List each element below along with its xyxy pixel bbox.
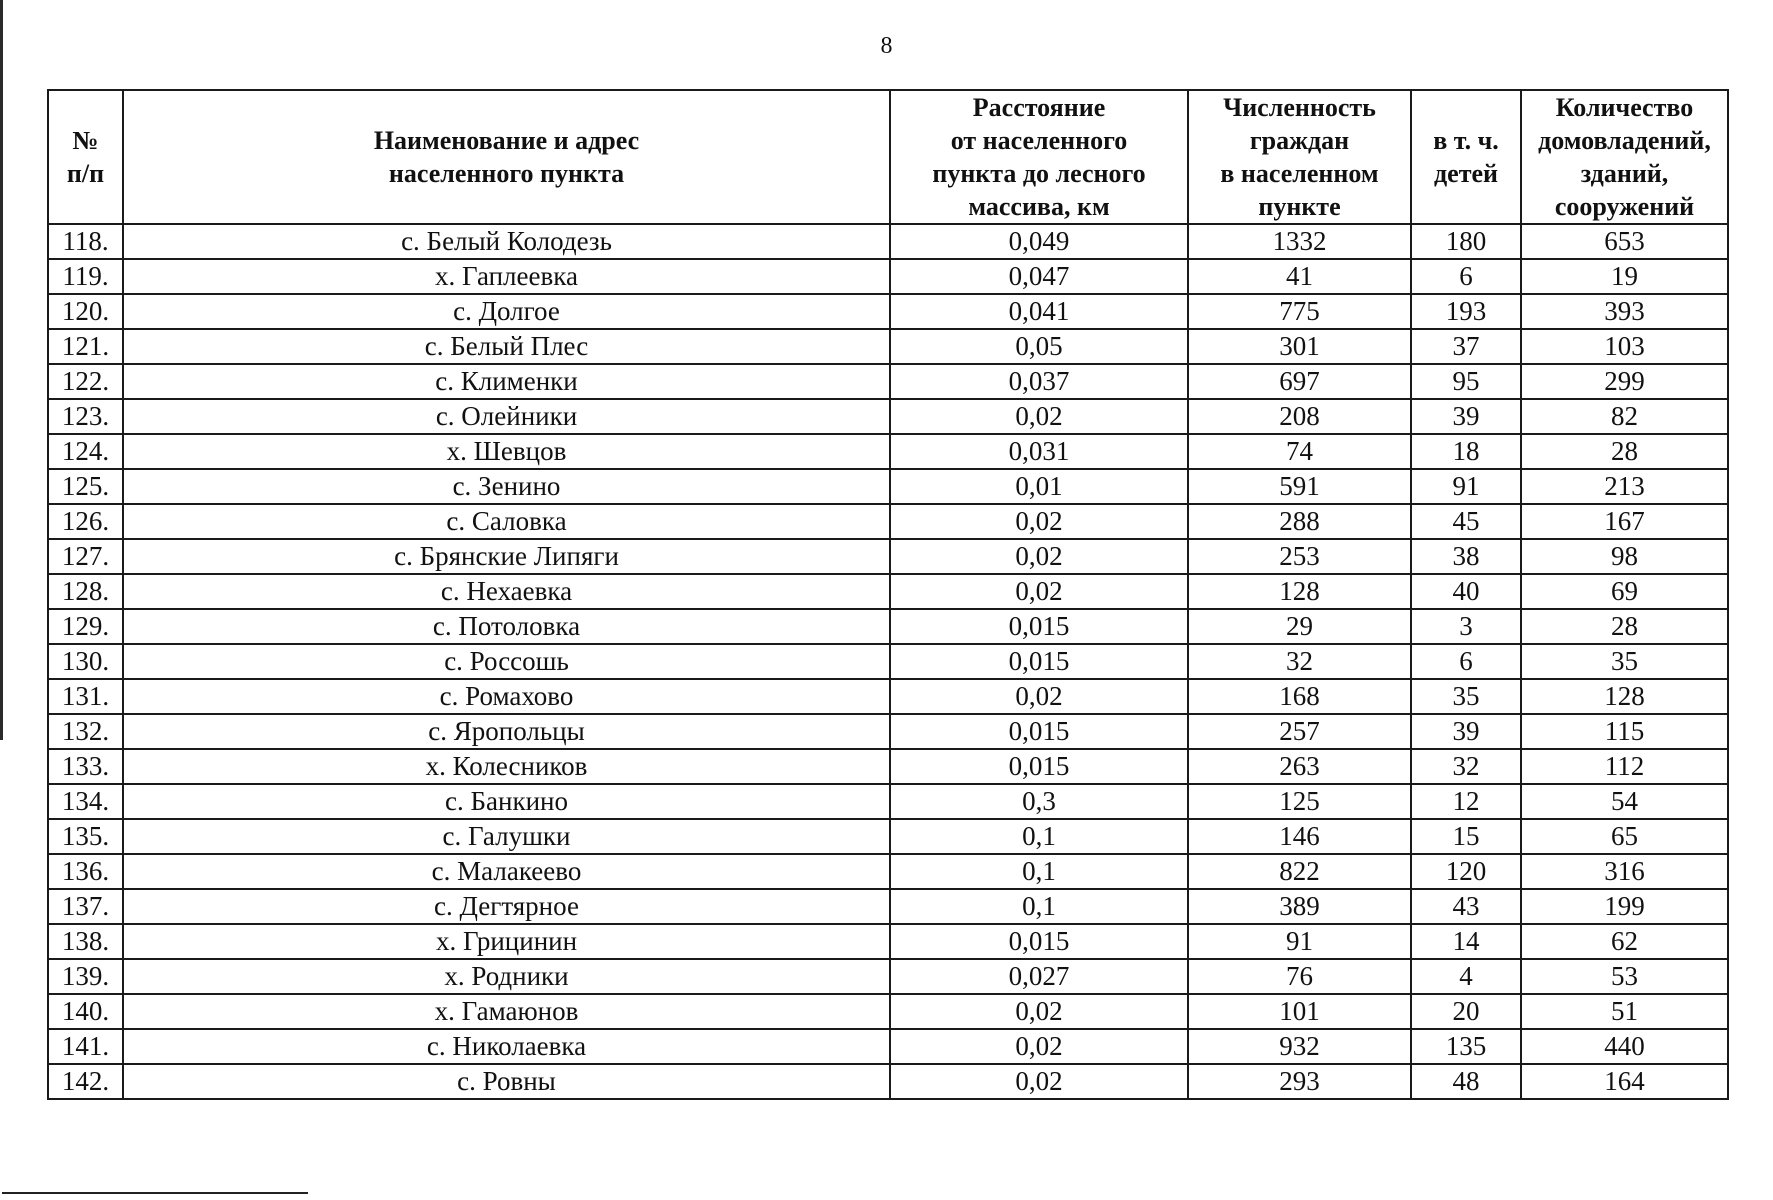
buildings-value: 164 <box>1521 1064 1728 1099</box>
header-children: в т. ч. детей <box>1411 90 1521 224</box>
header-buildings: Количество домовладений, зданий, сооружений <box>1521 90 1728 224</box>
row-number: 132. <box>48 714 123 749</box>
row-number: 122. <box>48 364 123 399</box>
children-value: 135 <box>1411 1029 1521 1064</box>
table-row <box>48 1029 1728 1064</box>
population-value: 41 <box>1188 259 1411 294</box>
buildings-value: 653 <box>1521 224 1728 259</box>
population-value: 101 <box>1188 994 1411 1029</box>
buildings-value: 62 <box>1521 924 1728 959</box>
buildings-value: 98 <box>1521 539 1728 574</box>
row-number: 127. <box>48 539 123 574</box>
settlement-name: с. Потоловка <box>123 609 890 644</box>
buildings-value: 28 <box>1521 434 1728 469</box>
row-number: 131. <box>48 679 123 714</box>
population-value: 288 <box>1188 504 1411 539</box>
settlement-name: с. Николаевка <box>123 1029 890 1064</box>
settlement-name: х. Колесников <box>123 749 890 784</box>
header-name-address: Наименование и адрес населенного пункта <box>123 90 890 224</box>
children-value: 6 <box>1411 259 1521 294</box>
settlement-name: х. Гаплеевка <box>123 259 890 294</box>
children-value: 32 <box>1411 749 1521 784</box>
children-value: 35 <box>1411 679 1521 714</box>
population-value: 208 <box>1188 399 1411 434</box>
distance-value: 0,1 <box>890 854 1188 889</box>
children-value: 6 <box>1411 644 1521 679</box>
children-value: 4 <box>1411 959 1521 994</box>
row-number: 137. <box>48 889 123 924</box>
distance-value: 0,02 <box>890 539 1188 574</box>
table-row <box>48 784 1728 819</box>
settlement-name: с. Галушки <box>123 819 890 854</box>
population-value: 253 <box>1188 539 1411 574</box>
population-value: 168 <box>1188 679 1411 714</box>
distance-value: 0,02 <box>890 504 1188 539</box>
buildings-value: 51 <box>1521 994 1728 1029</box>
row-number: 129. <box>48 609 123 644</box>
population-value: 822 <box>1188 854 1411 889</box>
population-value: 91 <box>1188 924 1411 959</box>
population-value: 257 <box>1188 714 1411 749</box>
distance-value: 0,015 <box>890 609 1188 644</box>
population-value: 263 <box>1188 749 1411 784</box>
table-row <box>48 609 1728 644</box>
row-number: 138. <box>48 924 123 959</box>
population-value: 76 <box>1188 959 1411 994</box>
table-row <box>48 224 1728 259</box>
buildings-value: 65 <box>1521 819 1728 854</box>
settlement-name: с. Зенино <box>123 469 890 504</box>
children-value: 39 <box>1411 714 1521 749</box>
row-number: 119. <box>48 259 123 294</box>
children-value: 45 <box>1411 504 1521 539</box>
population-value: 932 <box>1188 1029 1411 1064</box>
children-value: 40 <box>1411 574 1521 609</box>
distance-value: 0,3 <box>890 784 1188 819</box>
settlement-name: с. Клименки <box>123 364 890 399</box>
row-number: 130. <box>48 644 123 679</box>
buildings-value: 82 <box>1521 399 1728 434</box>
distance-value: 0,1 <box>890 819 1188 854</box>
settlements-table <box>47 89 1729 1100</box>
buildings-value: 393 <box>1521 294 1728 329</box>
row-number: 134. <box>48 784 123 819</box>
table-row <box>48 469 1728 504</box>
distance-value: 0,047 <box>890 259 1188 294</box>
table-row <box>48 364 1728 399</box>
distance-value: 0,05 <box>890 329 1188 364</box>
population-value: 389 <box>1188 889 1411 924</box>
page-number: 8 <box>880 33 893 59</box>
settlement-name: с. Долгое <box>123 294 890 329</box>
distance-value: 0,015 <box>890 644 1188 679</box>
table-row <box>48 1064 1728 1099</box>
buildings-value: 103 <box>1521 329 1728 364</box>
scan-left-edge <box>0 0 3 740</box>
buildings-value: 167 <box>1521 504 1728 539</box>
table-row <box>48 399 1728 434</box>
row-number: 128. <box>48 574 123 609</box>
children-value: 48 <box>1411 1064 1521 1099</box>
settlement-name: с. Ромахово <box>123 679 890 714</box>
children-value: 91 <box>1411 469 1521 504</box>
buildings-value: 115 <box>1521 714 1728 749</box>
settlement-name: с. Россошь <box>123 644 890 679</box>
buildings-value: 316 <box>1521 854 1728 889</box>
distance-value: 0,02 <box>890 574 1188 609</box>
header-population: Численность граждан в населенном пункте <box>1188 90 1411 224</box>
population-value: 697 <box>1188 364 1411 399</box>
distance-value: 0,015 <box>890 714 1188 749</box>
children-value: 15 <box>1411 819 1521 854</box>
distance-value: 0,02 <box>890 399 1188 434</box>
buildings-value: 28 <box>1521 609 1728 644</box>
buildings-value: 199 <box>1521 889 1728 924</box>
population-value: 591 <box>1188 469 1411 504</box>
row-number: 126. <box>48 504 123 539</box>
distance-value: 0,02 <box>890 1064 1188 1099</box>
settlement-name: с. Банкино <box>123 784 890 819</box>
settlement-name: х. Грицинин <box>123 924 890 959</box>
children-value: 39 <box>1411 399 1521 434</box>
row-number: 125. <box>48 469 123 504</box>
table-row <box>48 959 1728 994</box>
population-value: 32 <box>1188 644 1411 679</box>
table-row <box>48 259 1728 294</box>
buildings-value: 19 <box>1521 259 1728 294</box>
settlement-name: с. Яропольцы <box>123 714 890 749</box>
settlement-name: с. Дегтярное <box>123 889 890 924</box>
distance-value: 0,041 <box>890 294 1188 329</box>
population-value: 301 <box>1188 329 1411 364</box>
table-row <box>48 294 1728 329</box>
buildings-value: 213 <box>1521 469 1728 504</box>
row-number: 123. <box>48 399 123 434</box>
children-value: 120 <box>1411 854 1521 889</box>
buildings-value: 35 <box>1521 644 1728 679</box>
children-value: 180 <box>1411 224 1521 259</box>
table-row <box>48 574 1728 609</box>
table-row <box>48 889 1728 924</box>
children-value: 38 <box>1411 539 1521 574</box>
row-number: 142. <box>48 1064 123 1099</box>
table-row <box>48 329 1728 364</box>
distance-value: 0,027 <box>890 959 1188 994</box>
table-row <box>48 994 1728 1029</box>
table-body <box>48 224 1728 1099</box>
row-number: 133. <box>48 749 123 784</box>
buildings-value: 69 <box>1521 574 1728 609</box>
population-value: 74 <box>1188 434 1411 469</box>
distance-value: 0,02 <box>890 1029 1188 1064</box>
distance-value: 0,1 <box>890 889 1188 924</box>
children-value: 3 <box>1411 609 1521 644</box>
settlement-name: х. Родники <box>123 959 890 994</box>
settlement-name: с. Белый Плес <box>123 329 890 364</box>
distance-value: 0,02 <box>890 994 1188 1029</box>
distance-value: 0,01 <box>890 469 1188 504</box>
table-row <box>48 854 1728 889</box>
population-value: 128 <box>1188 574 1411 609</box>
table-row <box>48 644 1728 679</box>
settlement-name: с. Ровны <box>123 1064 890 1099</box>
row-number: 120. <box>48 294 123 329</box>
children-value: 14 <box>1411 924 1521 959</box>
buildings-value: 54 <box>1521 784 1728 819</box>
row-number: 139. <box>48 959 123 994</box>
row-number: 124. <box>48 434 123 469</box>
row-number: 121. <box>48 329 123 364</box>
distance-value: 0,049 <box>890 224 1188 259</box>
children-value: 95 <box>1411 364 1521 399</box>
children-value: 12 <box>1411 784 1521 819</box>
distance-value: 0,02 <box>890 679 1188 714</box>
children-value: 37 <box>1411 329 1521 364</box>
population-value: 1332 <box>1188 224 1411 259</box>
children-value: 193 <box>1411 294 1521 329</box>
population-value: 775 <box>1188 294 1411 329</box>
children-value: 18 <box>1411 434 1521 469</box>
distance-value: 0,031 <box>890 434 1188 469</box>
table-row <box>48 749 1728 784</box>
buildings-value: 299 <box>1521 364 1728 399</box>
header-number: № п/п <box>48 90 123 224</box>
row-number: 141. <box>48 1029 123 1064</box>
settlement-name: с. Саловка <box>123 504 890 539</box>
settlement-name: с. Брянские Липяги <box>123 539 890 574</box>
settlement-name: с. Белый Колодезь <box>123 224 890 259</box>
distance-value: 0,037 <box>890 364 1188 399</box>
row-number: 140. <box>48 994 123 1029</box>
settlement-name: х. Гамаюнов <box>123 994 890 1029</box>
population-value: 146 <box>1188 819 1411 854</box>
row-number: 118. <box>48 224 123 259</box>
header-distance: Расстояние от населенного пункта до лесного массива, км <box>890 90 1188 224</box>
distance-value: 0,015 <box>890 924 1188 959</box>
children-value: 20 <box>1411 994 1521 1029</box>
settlement-name: с. Нехаевка <box>123 574 890 609</box>
buildings-value: 440 <box>1521 1029 1728 1064</box>
buildings-value: 112 <box>1521 749 1728 784</box>
distance-value: 0,015 <box>890 749 1188 784</box>
population-value: 125 <box>1188 784 1411 819</box>
row-number: 135. <box>48 819 123 854</box>
settlement-name: х. Шевцов <box>123 434 890 469</box>
table-row <box>48 714 1728 749</box>
footnote-rule <box>2 1192 308 1194</box>
table-row <box>48 504 1728 539</box>
buildings-value: 53 <box>1521 959 1728 994</box>
table-header-row <box>48 90 1728 224</box>
buildings-value: 128 <box>1521 679 1728 714</box>
table-row <box>48 679 1728 714</box>
population-value: 293 <box>1188 1064 1411 1099</box>
table-row <box>48 924 1728 959</box>
table-row <box>48 539 1728 574</box>
population-value: 29 <box>1188 609 1411 644</box>
table-row <box>48 819 1728 854</box>
children-value: 43 <box>1411 889 1521 924</box>
settlement-name: с. Малакеево <box>123 854 890 889</box>
settlement-name: с. Олейники <box>123 399 890 434</box>
table-row <box>48 434 1728 469</box>
row-number: 136. <box>48 854 123 889</box>
